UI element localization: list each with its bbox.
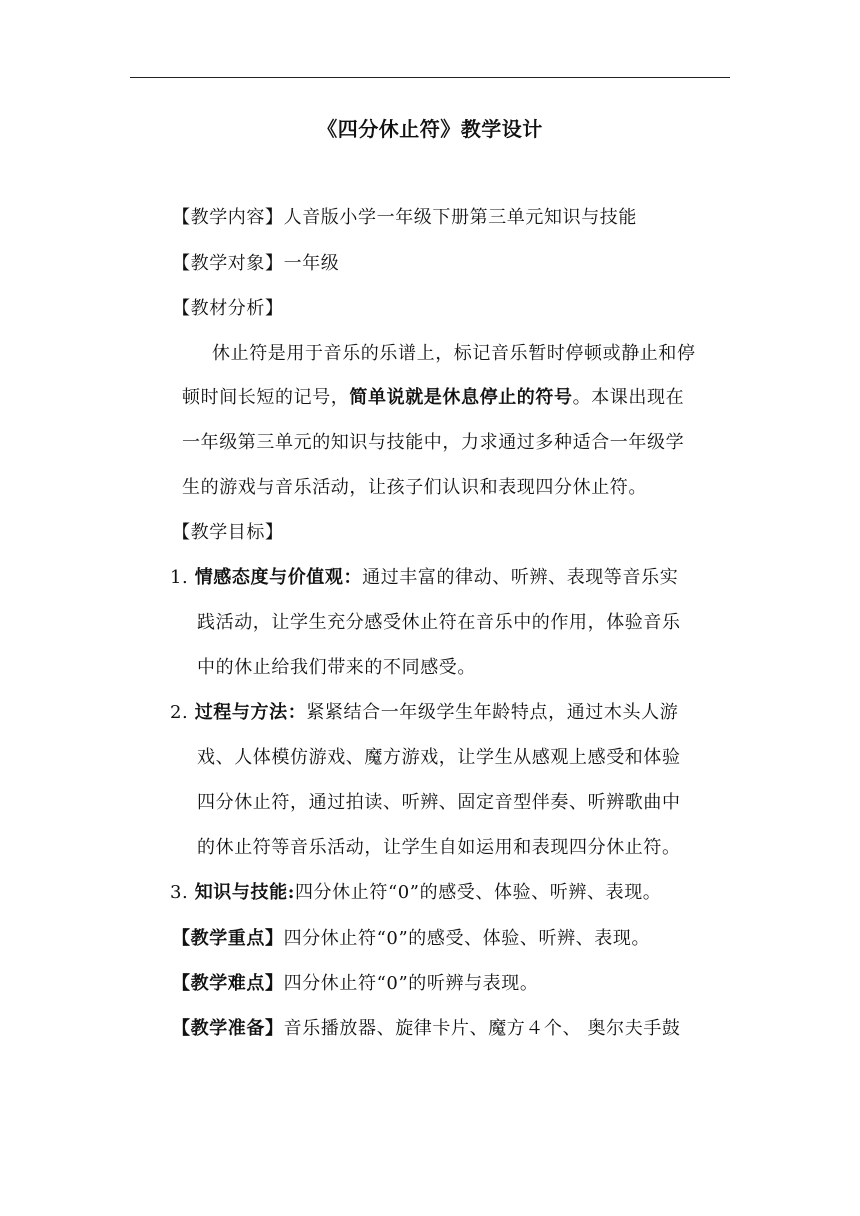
goal-3-line-1	[170, 879, 661, 907]
goal-number: 1.	[170, 567, 189, 588]
goal-text: 紧紧结合一年级学生年龄特点，通过木头人游	[306, 702, 679, 723]
goal-text: 四分休止符“0”的感受、体验、听辨、表现。	[294, 882, 662, 903]
goal-2-line-1	[170, 699, 678, 727]
analysis-emphasis: 简单说就是休息停止的符号	[349, 387, 573, 408]
teaching-content-text: 人音版小学一年级下册第三单元知识与技能	[283, 207, 638, 228]
analysis-text: 顿时间长短的记号，	[182, 387, 350, 408]
teaching-object-label: 【教学对象】	[172, 253, 284, 274]
goal-1-line-3: 中的休止给我们带来的不同感受。	[197, 657, 476, 678]
goal-1-line-2: 践活动，让学生充分感受休止符在音乐中的作用，体验音乐	[197, 612, 681, 633]
analysis-heading: 【教材分析】	[172, 298, 284, 319]
teaching-content-label: 【教学内容】	[172, 207, 284, 228]
teaching-prep-line	[172, 1015, 681, 1043]
goal-label: 过程与方法：	[194, 702, 307, 723]
goal-2-line-4: 的休止符等音乐活动，让学生自如运用和表现四分休止符。	[197, 837, 681, 858]
analysis-paragraph-line-3: 一年级第三单元的知识与技能中，力求通过多种适合一年级学	[182, 432, 685, 453]
teaching-prep-text: 音乐播放器、旋律卡片、魔方４个、 奥尔夫手鼓	[283, 1018, 681, 1039]
goal-number: 2.	[170, 702, 189, 723]
goal-number: 3.	[170, 882, 189, 903]
analysis-paragraph-line-4: 生的游戏与音乐活动，让孩子们认识和表现四分休止符。	[182, 477, 647, 498]
teaching-object-line	[172, 250, 339, 278]
goal-1-line-1	[170, 564, 678, 592]
goal-2-line-2: 戏、人体模仿游戏、魔方游戏，让学生从感观上感受和体验	[197, 747, 681, 768]
analysis-paragraph-line-2	[182, 384, 684, 412]
teaching-object-text: 一年级	[283, 253, 340, 274]
teaching-difficulty-label: 【教学难点】	[172, 973, 284, 994]
goal-label: 知识与技能:	[194, 882, 295, 903]
document-title: 《四分休止符》教学设计	[317, 117, 543, 141]
analysis-paragraph-line-1: 休止符是用于音乐的乐谱上，标记音乐暂时停顿或静止和停	[212, 343, 696, 364]
teaching-difficulty-text: 四分休止符“0”的听辨与表现。	[283, 973, 539, 994]
teaching-difficulty-line	[172, 970, 538, 998]
teaching-key-label: 【教学重点】	[172, 928, 284, 949]
teaching-key-text: 四分休止符“0”的感受、体验、听辨、表现。	[283, 928, 651, 949]
goal-text: 通过丰富的律动、听辨、表现等音乐实	[362, 567, 679, 588]
teaching-content-line	[172, 204, 637, 232]
goal-label: 情感态度与价值观：	[194, 567, 363, 588]
teaching-key-line	[172, 925, 650, 953]
goal-2-line-3: 四分休止符，通过拍读、听辨、固定音型伴奏、听辨歌曲中	[197, 792, 681, 813]
header-rule	[130, 77, 730, 78]
goals-heading: 【教学目标】	[172, 522, 284, 543]
teaching-prep-label: 【教学准备】	[172, 1018, 284, 1039]
analysis-text: 。本课出现在	[572, 387, 685, 408]
